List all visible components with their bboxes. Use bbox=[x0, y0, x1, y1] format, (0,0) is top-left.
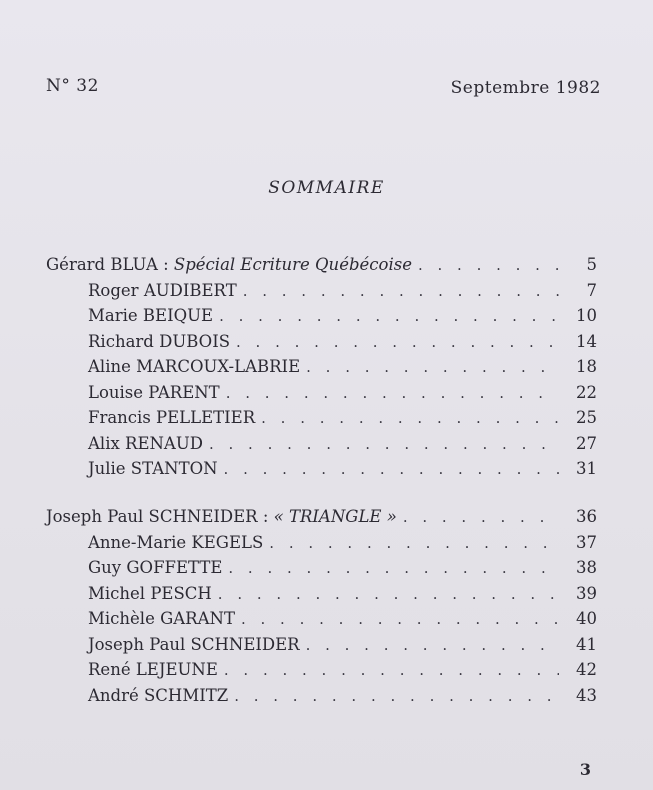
dot-leader bbox=[306, 636, 559, 654]
dot-leader bbox=[418, 256, 559, 274]
dot-leader bbox=[224, 661, 559, 679]
page-number: 22 bbox=[576, 382, 597, 402]
dot-leader bbox=[234, 687, 559, 705]
entry-name: Joseph Paul SCHNEIDER bbox=[88, 634, 300, 654]
folio-page-number: 3 bbox=[579, 760, 591, 779]
section-work: Spécial Ecriture Québécoise bbox=[173, 255, 412, 274]
entry-name: Louise PARENT bbox=[88, 382, 220, 402]
toc-entry bbox=[46, 281, 597, 307]
dot-leader bbox=[219, 307, 559, 325]
entry-name: André SCHMITZ bbox=[88, 685, 229, 705]
dot-leader bbox=[236, 333, 559, 351]
dot-leader bbox=[261, 409, 559, 427]
entry-name: Richard DUBOIS bbox=[88, 331, 231, 351]
dot-leader bbox=[269, 534, 559, 552]
toc-entry bbox=[46, 609, 597, 635]
toc-section-heading bbox=[46, 507, 597, 533]
page-number: 41 bbox=[576, 634, 597, 654]
toc-entry bbox=[46, 558, 597, 584]
page-number: 5 bbox=[586, 255, 597, 274]
section-separator: : bbox=[257, 507, 274, 526]
entry-name: Guy GOFFETTE bbox=[88, 558, 223, 577]
toc-entry bbox=[46, 459, 597, 485]
toc-entry bbox=[46, 357, 597, 383]
issue-number: N° 32 bbox=[46, 76, 99, 96]
dot-leader bbox=[209, 435, 559, 453]
entry-name: Julie STANTON bbox=[88, 459, 218, 478]
toc-section bbox=[46, 507, 597, 711]
page-number: 39 bbox=[576, 583, 597, 603]
page-number: 42 bbox=[576, 660, 597, 679]
toc-entry bbox=[46, 584, 597, 610]
page-number: 43 bbox=[576, 685, 597, 705]
entry-name: René LEJEUNE bbox=[88, 660, 218, 679]
entry-name: Roger AUDIBERT bbox=[88, 280, 237, 300]
entry-name: Michel PESCH bbox=[88, 583, 212, 603]
toc-entry bbox=[46, 533, 597, 559]
page-number: 10 bbox=[576, 306, 597, 325]
page-number: 36 bbox=[576, 507, 597, 526]
toc-entry bbox=[46, 434, 597, 460]
page-number: 25 bbox=[576, 408, 597, 427]
dot-leader bbox=[224, 460, 559, 478]
entry-name: Aline MARCOUX-LABRIE bbox=[88, 357, 301, 376]
issue-date: Septembre 1982 bbox=[450, 78, 601, 98]
section-separator: : bbox=[157, 255, 174, 274]
dot-leader bbox=[218, 585, 559, 603]
section-author: Joseph Paul SCHNEIDER bbox=[46, 507, 258, 526]
toc-entry bbox=[46, 408, 597, 434]
toc-entry bbox=[46, 635, 597, 661]
dot-leader bbox=[241, 610, 559, 628]
entry-name: Alix RENAUD bbox=[88, 433, 203, 453]
toc-entry bbox=[46, 332, 597, 358]
page-number: 14 bbox=[576, 331, 597, 351]
toc-entry bbox=[46, 383, 597, 409]
page-number: 31 bbox=[576, 459, 597, 478]
page-number: 27 bbox=[576, 433, 597, 453]
entry-name: Francis PELLETIER bbox=[88, 408, 256, 427]
section-author: Gérard BLUA bbox=[46, 255, 158, 274]
page-number: 18 bbox=[576, 357, 597, 376]
toc-entry bbox=[46, 306, 597, 332]
entry-name: Marie BEIQUE bbox=[88, 306, 214, 325]
entry-name: Michèle GARANT bbox=[88, 609, 235, 628]
dot-leader bbox=[403, 508, 559, 526]
dot-leader bbox=[226, 384, 559, 402]
toc-section bbox=[46, 255, 597, 485]
section-work: « TRIANGLE » bbox=[273, 507, 397, 526]
page-number: 40 bbox=[576, 609, 597, 628]
dot-leader bbox=[306, 358, 559, 376]
page-number: 37 bbox=[576, 532, 597, 552]
toc-section-heading bbox=[46, 255, 597, 281]
page-title: SOMMAIRE bbox=[268, 178, 385, 198]
dot-leader bbox=[228, 559, 559, 577]
toc-entry bbox=[46, 686, 597, 712]
page-number: 7 bbox=[586, 280, 597, 300]
dot-leader bbox=[243, 282, 559, 300]
entry-name: Anne-Marie KEGELS bbox=[88, 532, 264, 552]
page-number: 38 bbox=[576, 558, 597, 577]
toc-entry bbox=[46, 660, 597, 686]
